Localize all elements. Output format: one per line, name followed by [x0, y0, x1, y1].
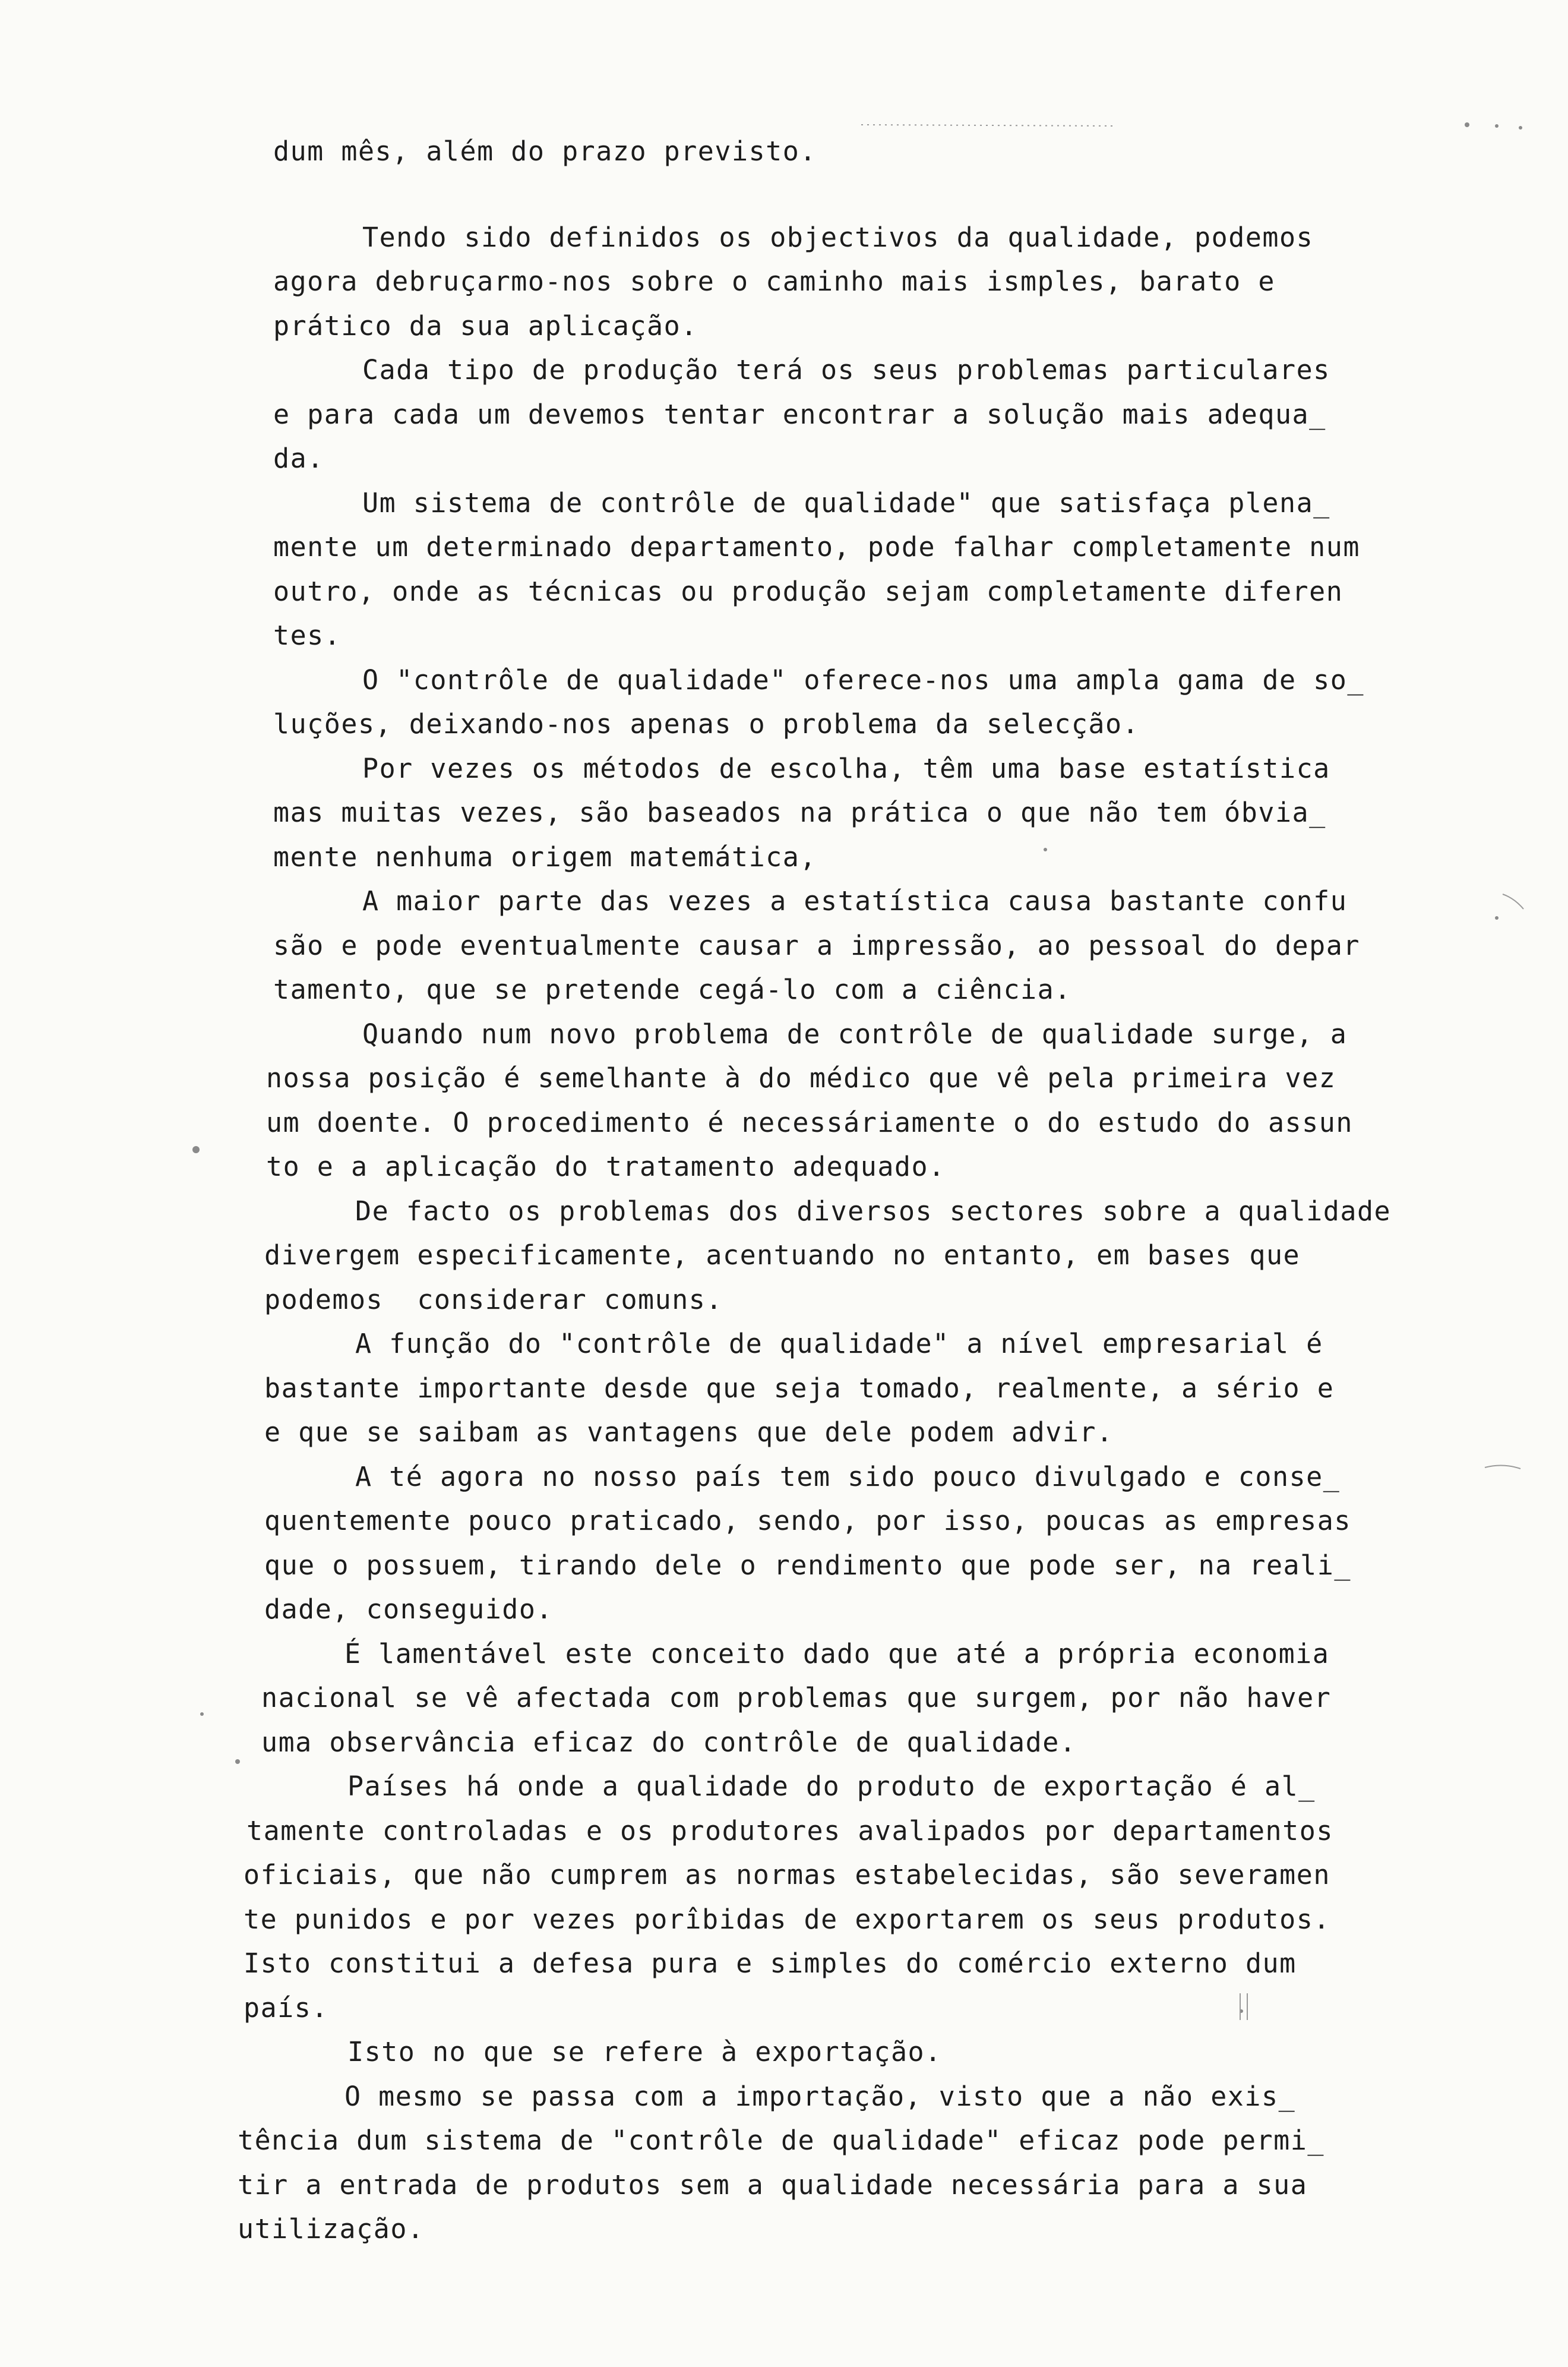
text-line: mas muitas vezes, são baseados na prática o que não tem óbvia_ — [273, 797, 1326, 828]
text-line: utilização. — [238, 2213, 425, 2245]
text-line: e para cada um devemos tentar encontrar a solução mais adequa_ — [273, 398, 1326, 430]
scan-speck — [1495, 124, 1499, 128]
text-line: O "contrôle de qualidade" oferece-nos uma ampla gama de so_ — [362, 664, 1364, 696]
text-line: uma observância eficaz do contrôle de qualidade. — [261, 1726, 1077, 1758]
text-line: Um sistema de contrôle de qualidade" que satisfaça plena_ — [362, 487, 1330, 519]
text-line: É lamentável este conceito dado que até a própria economia — [344, 1637, 1330, 1669]
text-line: Por vezes os métodos de escolha, têm uma base estatística — [362, 752, 1330, 784]
text-line: De facto os problemas dos diversos sectores sobre a qualidade — [355, 1195, 1392, 1227]
text-line: podemos considerar comuns. — [264, 1283, 723, 1315]
text-line: luções, deixando-nos apenas o problema da selecção. — [273, 708, 1140, 740]
text-line: bastante importante desde que seja tomado, realmente, a sério e — [264, 1372, 1335, 1404]
text-line: dum mês, além do prazo previsto. — [273, 135, 817, 167]
text-line: e que se saibam as vantagens que dele podem advir. — [264, 1416, 1114, 1448]
text-line: prático da sua aplicação. — [273, 310, 698, 342]
text-line: dade, conseguido. — [264, 1593, 554, 1625]
text-line: to e a aplicação do tratamento adequado. — [266, 1151, 946, 1182]
text-line: tamente controladas e os produtores avalipados por departamentos — [246, 1814, 1333, 1847]
text-line: agora debruçarmo-nos sobre o caminho mais ismples, barato e — [273, 266, 1275, 297]
text-line: tes. — [273, 620, 342, 651]
text-line: são e pode eventualmente causar a impressão, ao pessoal do depar — [273, 929, 1360, 961]
text-line: quentemente pouco praticado, sendo, por isso, poucas as empresas — [264, 1505, 1351, 1536]
text-line: tir a entrada de produtos sem a qualidade necessária para a sua — [238, 2169, 1308, 2201]
text-line: tência dum sistema de "contrôle de qualidade" eficaz pode permi_ — [238, 2125, 1324, 2156]
scan-speck — [1519, 126, 1522, 130]
scan-speck — [1495, 916, 1499, 920]
scan-speck — [192, 1146, 200, 1153]
text-line: divergem especificamente, acentuando no entanto, em bases que — [264, 1239, 1301, 1271]
text-line: um doente. O procedimento é necessáriamente o do estudo do assun — [266, 1106, 1353, 1138]
text-line: te punidos e por vezes porîbidas de exportarem os seus produtos. — [244, 1903, 1330, 1935]
text-line: tamento, que se pretende cegá-lo com a ciência. — [273, 974, 1071, 1005]
text-line: Isto constitui a defesa pura e simples do comércio externo dum — [244, 1948, 1297, 1979]
text-line: da. — [273, 443, 324, 474]
text-line: que o possuem, tirando dele o rendimento que pode ser, na reali_ — [264, 1549, 1351, 1581]
text-line: outro, onde as técnicas ou produção sejam completamente diferen — [273, 575, 1343, 607]
text-line: Cada tipo de produção terá os seus problemas particulares — [362, 354, 1330, 386]
text-line: país. — [244, 1992, 328, 2024]
paragraph-gap — [238, 174, 1485, 216]
text-line: A maior parte das vezes a estatística causa bastante confu — [362, 885, 1348, 917]
text-line: Tendo sido definidos os objectivos da qualidade, podemos — [362, 221, 1314, 253]
text-line: Países há onde a qualidade do produto de exportação é al_ — [347, 1770, 1316, 1802]
text-line: nossa posição é semelhante à do médico que vê pela primeira vez — [266, 1062, 1336, 1094]
scan-mark — [1503, 894, 1523, 909]
scan-mark — [861, 125, 1117, 126]
text-line: Isto no que se refere à exportação. — [347, 2036, 942, 2068]
scan-mark — [1485, 1465, 1520, 1469]
typewritten-text — [238, 130, 1485, 2252]
text-line: mente nenhuma origem matemática, — [273, 841, 817, 873]
scan-speck — [200, 1712, 204, 1716]
scan-speck — [1465, 122, 1469, 127]
text-line: nacional se vê afectada com problemas que surgem, por não haver — [261, 1682, 1332, 1713]
text-line: A té agora no nosso país tem sido pouco divulgado e conse_ — [355, 1460, 1341, 1492]
text-line: oficiais, que não cumprem as normas estabelecidas, são severamen — [244, 1859, 1330, 1891]
text-line: O mesmo se passa com a importação, visto que a não exis_ — [344, 2080, 1296, 2112]
text-line: mente um determinado departamento, pode falhar completamente num — [273, 531, 1360, 563]
text-line: A função do "contrôle de qualidade" a nível empresarial é — [355, 1328, 1323, 1359]
text-line: Quando num novo problema de contrôle de qualidade surge, a — [362, 1018, 1348, 1050]
